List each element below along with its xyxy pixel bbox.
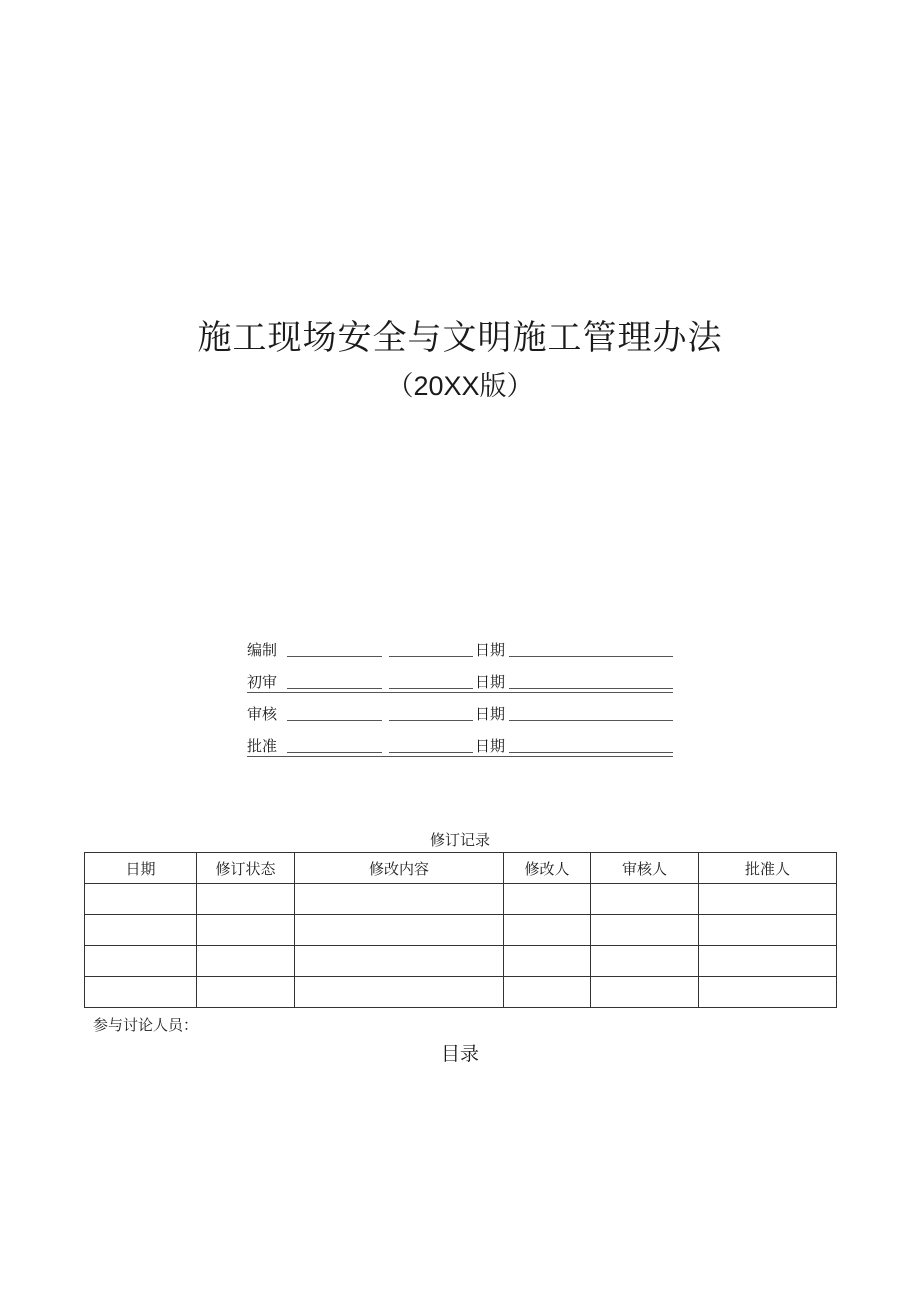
signoff-role-label: 批准: [247, 737, 278, 755]
signoff-row-approve: [247, 732, 673, 764]
signoff-name-line: [389, 752, 473, 753]
table-cell: [591, 977, 699, 1008]
column-header-date: 日期: [85, 853, 197, 884]
signoff-role-label: 编制: [247, 641, 278, 659]
table-cell: [197, 915, 295, 946]
column-header-change-content: 修改内容: [295, 853, 504, 884]
signoff-date-line: [509, 656, 673, 657]
document-version: （20XX版）: [386, 371, 534, 401]
signoff-date-line: [509, 688, 673, 689]
table-row: [85, 915, 837, 946]
signoff-date-label: 日期: [475, 705, 506, 723]
signoff-role-label: 审核: [247, 705, 278, 723]
table-cell: [85, 977, 197, 1008]
signoff-date-label: 日期: [475, 641, 506, 659]
table-row: [85, 977, 837, 1008]
table-cell: [197, 977, 295, 1008]
column-header-reviewer: 审核人: [591, 853, 699, 884]
table-cell: [295, 977, 504, 1008]
signoff-date-line: [509, 720, 673, 721]
table-row: [85, 946, 837, 977]
table-row: [85, 884, 837, 915]
signoff-date-label: 日期: [475, 673, 506, 691]
table-cell: [85, 884, 197, 915]
table-header-row: [85, 853, 837, 884]
document-title: 施工现场安全与文明施工管理办法: [197, 318, 723, 358]
table-cell: [504, 915, 591, 946]
table-cell: [699, 884, 837, 915]
table-cell: [699, 977, 837, 1008]
table-cell: [85, 946, 197, 977]
table-cell: [504, 884, 591, 915]
signoff-date-label: 日期: [475, 737, 506, 755]
column-header-approver: 批准人: [699, 853, 837, 884]
signoff-date-line: [509, 752, 673, 753]
signoff-row-review: [247, 700, 673, 732]
table-cell: [591, 884, 699, 915]
toc-heading: 目录: [440, 1043, 479, 1065]
column-header-modifier: 修改人: [504, 853, 591, 884]
column-header-revision-status: 修订状态: [197, 853, 295, 884]
signoff-row-compile: [247, 636, 673, 668]
table-cell: [295, 915, 504, 946]
signoff-name-line: [287, 752, 382, 753]
table-cell: [295, 884, 504, 915]
table-cell: [504, 977, 591, 1008]
signoff-name-line: [287, 656, 382, 657]
signoff-name-line: [389, 720, 473, 721]
signoff-name-line: [389, 688, 473, 689]
table-cell: [85, 915, 197, 946]
signoff-block: [247, 636, 673, 764]
table-cell: [197, 884, 295, 915]
signoff-row-rule: [247, 692, 673, 693]
revision-record-table: [84, 852, 837, 1008]
table-cell: [295, 946, 504, 977]
table-cell: [591, 915, 699, 946]
signoff-name-line: [389, 656, 473, 657]
table-cell: [504, 946, 591, 977]
signoff-row-rule: [247, 756, 673, 757]
table-cell: [699, 946, 837, 977]
signoff-name-line: [287, 720, 382, 721]
table-cell: [197, 946, 295, 977]
revision-record-caption: 修订记录: [429, 831, 490, 849]
table-cell: [699, 915, 837, 946]
signoff-name-line: [287, 688, 382, 689]
table-cell: [591, 946, 699, 977]
signoff-role-label: 初审: [247, 673, 278, 691]
signoff-row-preliminary: [247, 668, 673, 700]
participants-label: 参与讨论人员：: [93, 1016, 199, 1034]
